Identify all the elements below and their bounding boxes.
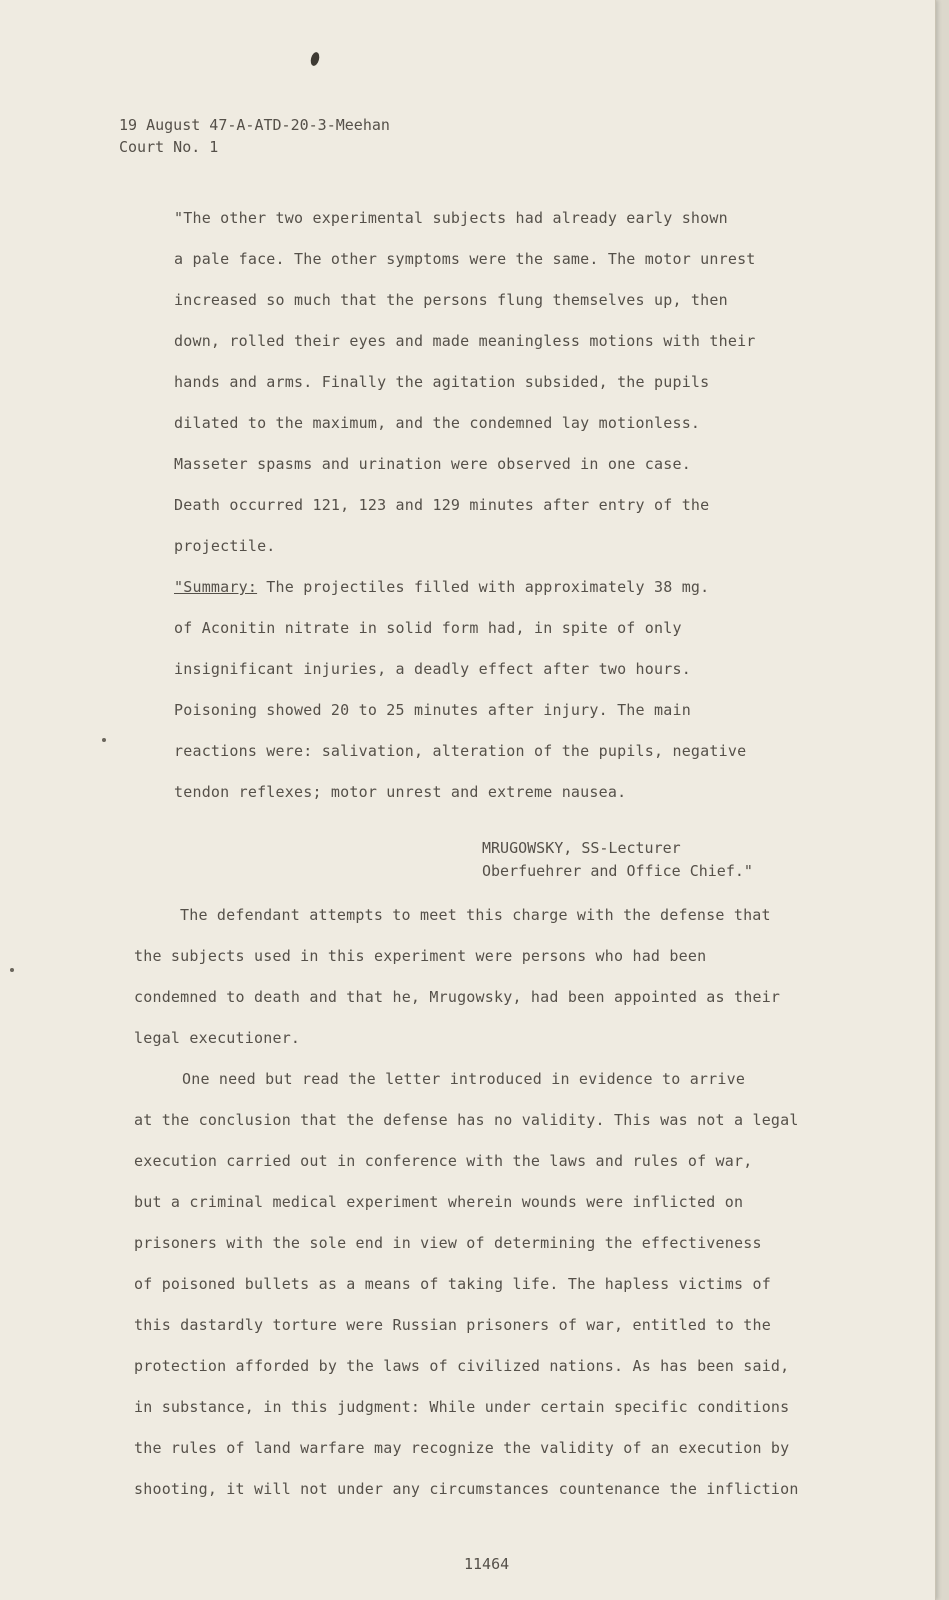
paper-speck bbox=[10, 968, 14, 972]
signature-name: MRUGOWSKY, SS-Lecturer bbox=[482, 839, 681, 857]
paper-speck bbox=[102, 738, 106, 742]
quote-line: Masseter spasms and urination were observed in one case. bbox=[174, 455, 691, 473]
summary-line: reactions were: salivation, alteration of the pupils, negative bbox=[174, 742, 747, 760]
summary-line: tendon reflexes; motor unrest and extreme nausea. bbox=[174, 783, 627, 801]
signature-title: Oberfuehrer and Office Chief." bbox=[482, 862, 753, 880]
quote-line: projectile. bbox=[174, 537, 276, 555]
body-line: execution carried out in conference with the laws and rules of war, bbox=[134, 1152, 753, 1170]
ink-smudge bbox=[309, 51, 320, 67]
quote-line: increased so much that the persons flung themselves up, then bbox=[174, 291, 728, 309]
summary-label: "Summary: bbox=[174, 578, 258, 596]
page-number: 11464 bbox=[464, 1555, 510, 1573]
body-line: legal executioner. bbox=[134, 1029, 301, 1047]
document-header bbox=[119, 114, 390, 158]
body-line: of poisoned bullets as a means of taking life. The hapless victims of bbox=[134, 1275, 771, 1293]
body-line: in substance, in this judgment: While under certain specific conditions bbox=[134, 1398, 790, 1416]
signature-block bbox=[482, 837, 753, 883]
summary-line: Poisoning showed 20 to 25 minutes after injury. The main bbox=[174, 701, 691, 719]
body-line: but a criminal medical experiment wherein wounds were inflicted on bbox=[134, 1193, 744, 1211]
quote-line: "The other two experimental subjects had already early shown bbox=[174, 209, 728, 227]
quote-line: a pale face. The other symptoms were the same. The motor unrest bbox=[174, 250, 756, 268]
body-line: at the conclusion that the defense has no validity. This was not a legal bbox=[134, 1111, 799, 1129]
summary-line: insignificant injuries, a deadly effect after two hours. bbox=[174, 660, 691, 678]
quote-line: down, rolled their eyes and made meaningless motions with their bbox=[174, 332, 756, 350]
body-line: this dastardly torture were Russian prisoners of war, entitled to the bbox=[134, 1316, 771, 1334]
body-line: The defendant attempts to meet this charge with the defense that bbox=[180, 906, 771, 924]
quote-line: Death occurred 121, 123 and 129 minutes after entry of the bbox=[174, 496, 710, 514]
body-line: prisoners with the sole end in view of determining the effectiveness bbox=[134, 1234, 762, 1252]
quote-line: dilated to the maximum, and the condemned lay motionless. bbox=[174, 414, 701, 432]
summary-line: of Aconitin nitrate in solid form had, in spite of only bbox=[174, 619, 682, 637]
body-line: the subjects used in this experiment were persons who had been bbox=[134, 947, 707, 965]
quote-line: hands and arms. Finally the agitation subsided, the pupils bbox=[174, 373, 710, 391]
body-line: shooting, it will not under any circumstances countenance the infliction bbox=[134, 1480, 799, 1498]
body-line: the rules of land warfare may recognize the validity of an execution by bbox=[134, 1439, 790, 1457]
court-line: Court No. 1 bbox=[119, 138, 219, 156]
summary-first-text: The projectiles filled with approximately 38 mg. bbox=[257, 578, 710, 596]
date-line: 19 August 47-A-ATD-20-3-Meehan bbox=[119, 116, 390, 134]
summary-line bbox=[174, 578, 709, 596]
body-line: One need but read the letter introduced in evidence to arrive bbox=[182, 1070, 746, 1088]
body-line: protection afforded by the laws of civilized nations. As has been said, bbox=[134, 1357, 790, 1375]
body-line: condemned to death and that he, Mrugowsky, had been appointed as their bbox=[134, 988, 781, 1006]
